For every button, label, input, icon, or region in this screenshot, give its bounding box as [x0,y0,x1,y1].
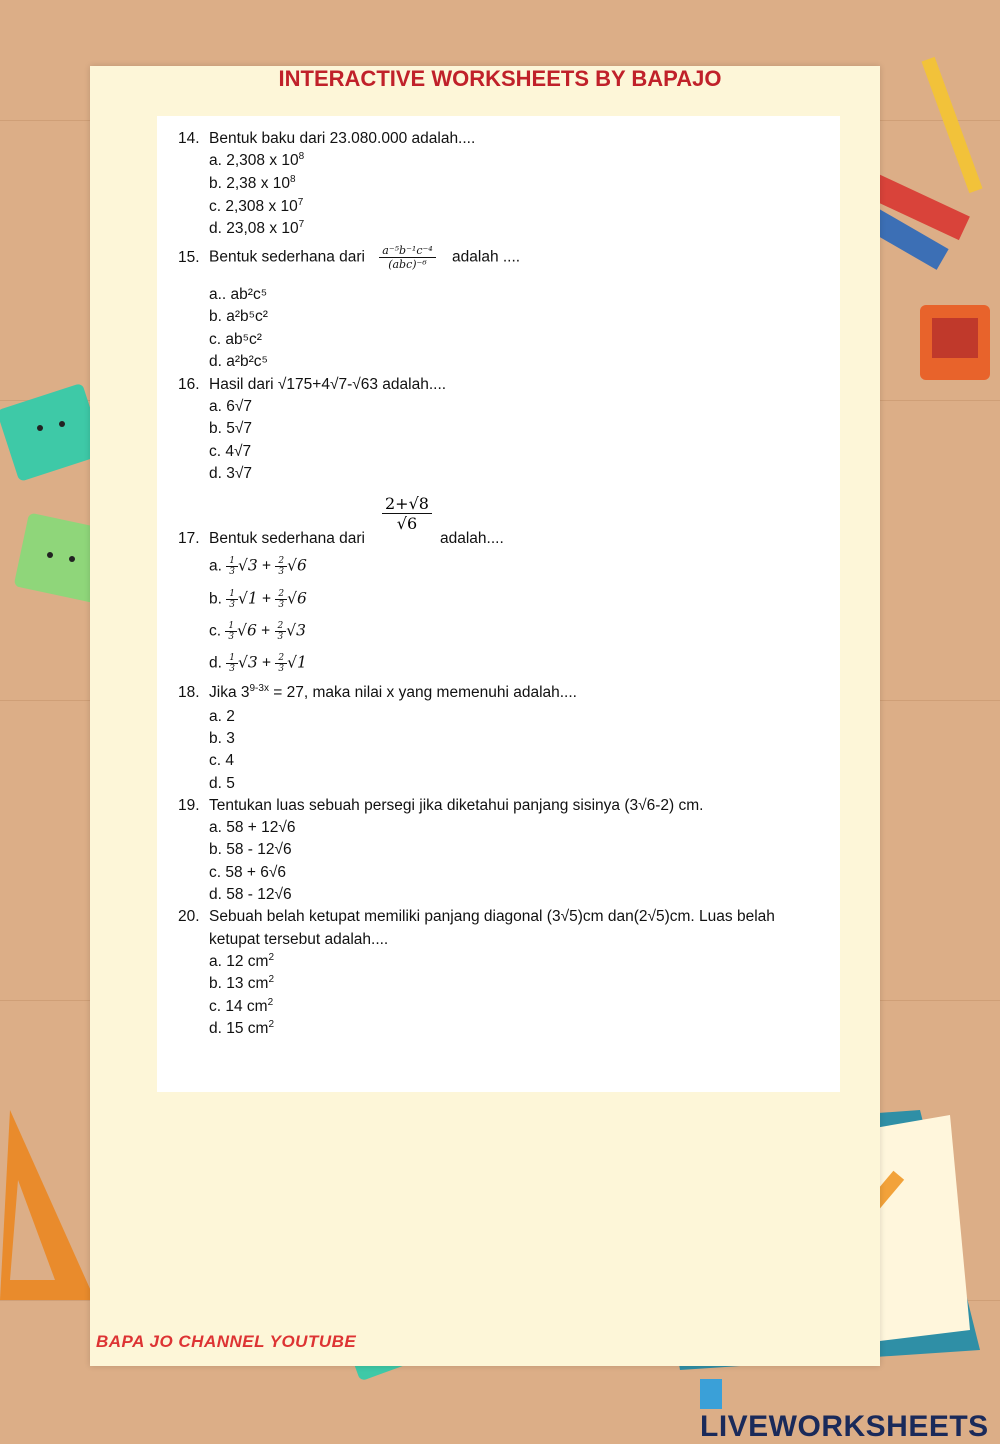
option-15-d[interactable]: d. a²b²c⁵ [209,353,268,370]
option-20-a[interactable]: a. 12 $cm^2$ [209,951,275,970]
question-20-line2: ketupat tersebut adalah.... [209,931,389,948]
option-20-b[interactable]: b. 13 $cm^2$ [209,973,275,992]
question-text: Bentuk baku dari 23.080.000 adalah.... [209,130,476,147]
question-17 [178,530,365,548]
page-title: INTERACTIVE WORKSHEETS BY BAPAJO [278,66,722,91]
option-20-c[interactable]: c. 14 $cm^2$ [209,996,274,1015]
option-17-b[interactable]: b. $\frac{1}{3}$ √1 + $\frac{2}{3}$ √6 [209,589,307,610]
question-number: 18. [178,684,200,701]
question-text: Bentuk sederhana dari [209,248,365,266]
question-text: Bentuk sederhana dari [209,530,365,547]
fraction-expression: $\frac{\text{a⁻⁵b⁻¹c⁻⁴}}{\text{(abc)⁻⁶}}$ [379,244,435,271]
question-text-end: adalah.... [440,530,504,547]
exponent: 9-3x [249,682,269,694]
question-text: Hasil dari √175+4√7-√63 adalah.... [209,376,447,393]
question-number: 15. [178,248,200,266]
option-18-d[interactable]: d. 5 [209,775,235,792]
option-18-b[interactable]: b. 3 [209,730,235,747]
option-15-a[interactable]: a.. ab²c⁵ [209,286,268,303]
option-16-d[interactable]: d. 3√7 [209,465,252,482]
logo-text: LIVEWORKSHEETS [700,1410,989,1443]
question-text-end: adalah .... [452,248,521,266]
liveworksheets-logo[interactable] [700,1376,1000,1444]
question-15 [178,244,520,271]
question-text-end: = 27, maka nilai x yang memenuhi adalah.... [268,684,577,701]
option-19-b[interactable]: b. 58 - 12√6 [209,841,292,858]
question-text: Sebuah belah ketupat memiliki panjang diagonal (3√5)cm dan(2√5)cm. Luas belah [209,908,775,925]
option-17-c[interactable]: c. $\frac{1}{3}$ √6 + $\frac{2}{3}$ √3 [209,621,307,642]
option-15-c[interactable]: c. ab⁵c² [209,331,262,348]
question-18 [178,684,577,702]
option-19-c[interactable]: c. 58 + 6√6 [209,864,287,881]
option-14-b[interactable]: b. 2,38 x $10^8$ [209,173,296,192]
option-17-a[interactable]: a. $\frac{1}{3}$ √3 + $\frac{2}{3}$ √6 [209,556,307,577]
question-text: Jika 3 [209,684,250,701]
channel-credit: BAPA JO CHANNEL YOUTUBE [96,1332,357,1351]
question-16 [178,376,446,394]
option-14-c[interactable]: c. 2,308 x $10^7$ [209,196,304,215]
question-number: 19. [178,797,200,814]
question-number: 14. [178,130,200,147]
question-number: 17. [178,530,200,547]
option-16-c[interactable]: c. 4√7 [209,443,252,460]
option-19-a[interactable]: a. 58 + 12√6 [209,819,296,836]
option-14-a[interactable]: a. 2,308 x $10^8$ [209,150,305,169]
question-number: 20. [178,908,200,925]
option-19-d[interactable]: d. 58 - 12√6 [209,886,292,903]
liveworksheets-icon [700,1379,722,1409]
option-18-a[interactable]: a. 2 [209,708,235,725]
question-text: Tentukan luas sebuah persegi jika diketahui panjang sisinya (3√6-2) cm. [209,797,704,814]
question-19 [178,797,703,815]
option-14-d[interactable]: d. 23,08 x $10^7$ [209,218,305,237]
fraction-expression: $\frac{2+√8}{√6}$ [382,494,432,533]
option-17-d[interactable]: d. $\frac{1}{3}$ √3 + $\frac{2}{3}$ √1 [209,653,307,674]
option-16-b[interactable]: b. 5√7 [209,420,252,437]
option-20-d[interactable]: d. 15 $cm^2$ [209,1018,275,1037]
option-15-b[interactable]: b. a²b⁵c² [209,308,268,325]
option-18-c[interactable]: c. 4 [209,752,234,769]
option-16-a[interactable]: a. 6√7 [209,398,252,415]
question-20 [178,908,775,926]
question-number: 16. [178,376,200,393]
question-14 [178,130,475,148]
